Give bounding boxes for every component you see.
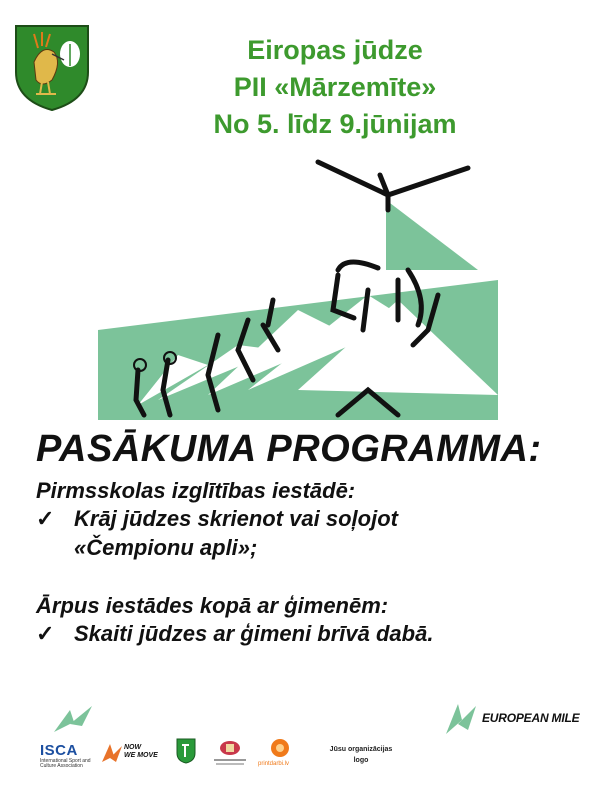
isca-logo <box>40 742 91 769</box>
section-family-heading: Ārpus iestādes kopā ar ģimenēm: <box>36 593 389 618</box>
european-mile-mark-icon <box>52 704 94 734</box>
program-item <box>36 504 586 562</box>
program-title: PASĀKUMA PROGRAMMA: <box>36 428 542 470</box>
section-spacer <box>36 562 586 592</box>
checkmark-icon: ✓ <box>36 506 55 531</box>
now-we-move-line2: WE MOVE <box>124 752 158 759</box>
sponsor-logos <box>40 738 560 788</box>
european-mile-label: EUROPEAN MILE <box>482 711 580 725</box>
program-item <box>36 619 586 648</box>
sports-club-shield-icon <box>176 738 196 764</box>
program-item-text <box>74 504 586 562</box>
org-note-line1: Jūsu organizācijas <box>329 746 393 753</box>
coat-of-arms-small-icon <box>219 740 241 756</box>
coat-of-arms-logo <box>12 22 92 112</box>
isca-logo-subtitle-1: International Sport and <box>40 758 91 764</box>
printdarbi-label: printdarbi.lv <box>258 761 290 767</box>
event-dates: No 5. līdz 9.jūnijam <box>213 109 457 139</box>
checkmark-icon: ✓ <box>36 621 55 646</box>
ministry-emblem-logo <box>210 740 250 770</box>
event-title: Eiropas jūdze <box>247 35 423 65</box>
printdarbi-icon <box>270 738 290 758</box>
event-venue: PII «Mārzemīte» <box>233 72 437 102</box>
program-item-line1: Krāj jūdzes skrienot vai soļojot <box>74 506 398 531</box>
event-program <box>36 428 586 648</box>
org-note-line2: logo <box>353 757 369 764</box>
program-item-line2: «Čempionu apli»; <box>74 535 258 560</box>
section-kindergarten-heading: Pirmsskolas izglītības iestādē: <box>36 478 356 503</box>
running-figures-illustration <box>98 150 498 420</box>
european-mile-logo <box>444 700 584 736</box>
program-item-text: Skaiti jūdzes ar ģimeni brīvā dabā. <box>74 621 434 646</box>
now-we-move-logo <box>102 742 162 766</box>
organization-logo-placeholder <box>326 744 396 766</box>
event-header <box>150 32 520 143</box>
printdarbi-logo <box>258 738 302 772</box>
now-we-move-icon <box>102 742 122 764</box>
now-we-move-line1: NOW <box>124 744 142 751</box>
isca-logo-subtitle-2: Culture Association <box>40 763 83 769</box>
european-mile-logo-icon <box>444 700 478 736</box>
isca-logo-text: ISCA <box>40 742 78 759</box>
